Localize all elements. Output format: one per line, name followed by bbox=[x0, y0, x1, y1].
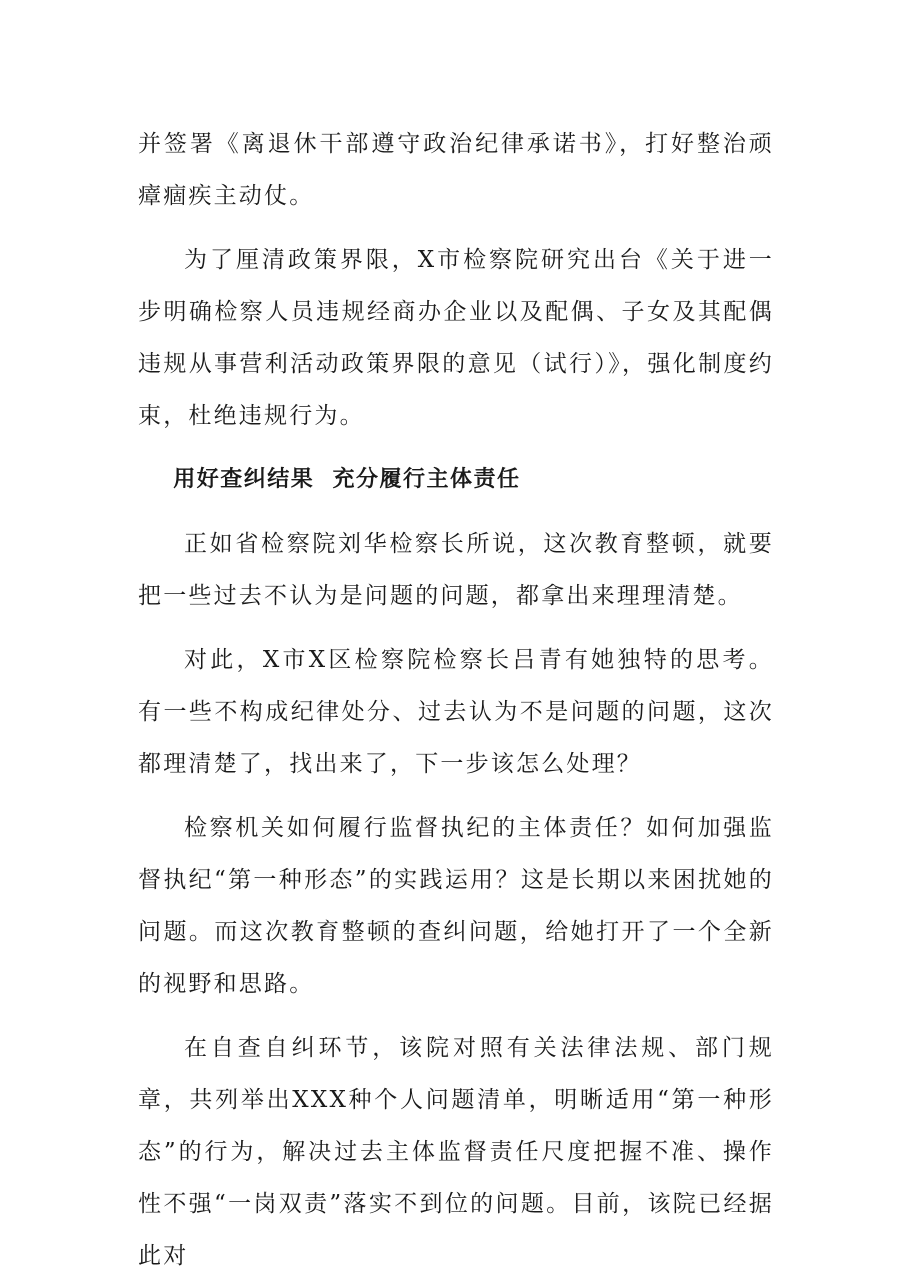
document-body bbox=[138, 118, 774, 1282]
section-heading: 用好查纠结果 充分履行主体责任 bbox=[173, 467, 521, 492]
paragraph-self-inspection: 在自查自纠环节，该院对照有关法律法规、部门规章，共列举出XXX种个人问题清单，明晰适用“第一种形态”的行为，解决过去主体监督责任尺度把握不准、操作性不强“一岗双责”落实不到位的问题。目前，该院已经据此对 bbox=[138, 1035, 774, 1269]
paragraph-quote-procurator: 正如省检察院刘华检察长所说，这次教育整顿，就要把一些过去不认为是问题的问题，都拿出来理理清楚。 bbox=[138, 531, 774, 609]
paragraph-district-thoughts: 对此，X市X区检察院检察长吕青有她独特的思考。有一些不构成纪律处分、过去认为不是问题的问题，这次都理清楚了，找出来了，下一步该怎么处理？ bbox=[138, 647, 774, 777]
paragraph-policy-boundaries: 为了厘清政策界限，X市检察院研究出台《关于进一步明确检察人员违规经商办企业以及配偶、子女及其配偶违规从事营利活动政策界限的意见（试行）》，强化制度约束，杜绝违规行为。 bbox=[138, 247, 774, 429]
paragraph-supervision-question: 检察机关如何履行监督执纪的主体责任？如何加强监督执纪“第一种形态”的实践运用？这是长期以来困扰她的问题。而这次教育整顿的查纠问题，给她打开了一个全新的视野和思路。 bbox=[138, 815, 774, 997]
paragraph-continued: 并签署《离退休干部遵守政治纪律承诺书》，打好整治顽瘴痼疾主动仗。 bbox=[138, 131, 774, 209]
